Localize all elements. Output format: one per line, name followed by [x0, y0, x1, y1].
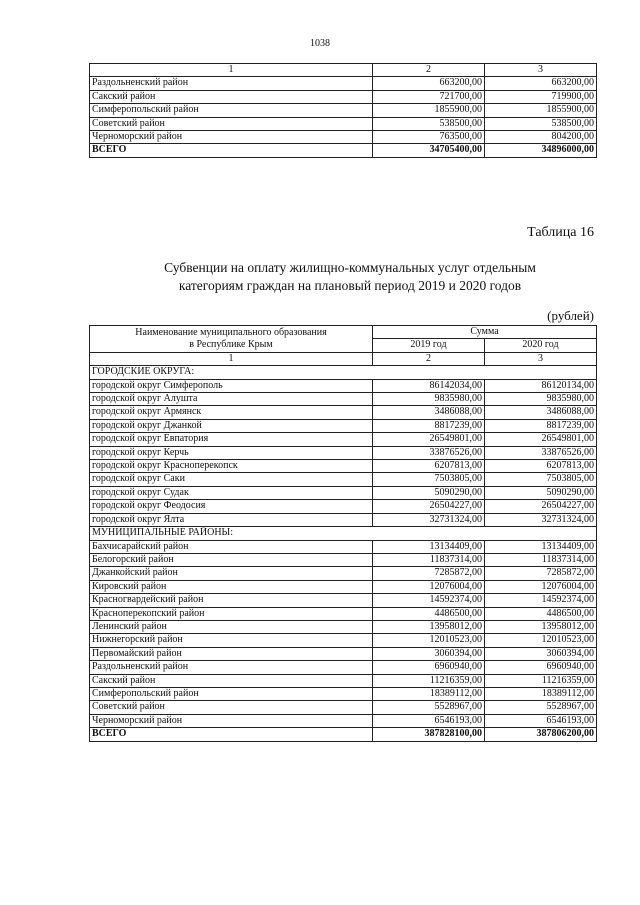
municipality-cell: городской округ Евпатория [90, 433, 373, 446]
amount-cell: 13134409,00 [485, 540, 597, 553]
column-number: 3 [485, 352, 597, 365]
column-number: 1 [90, 64, 373, 77]
municipality-cell: Белогорский район [90, 553, 373, 566]
municipality-cell: городской округ Саки [90, 473, 373, 486]
amount-cell: 14592374,00 [485, 594, 597, 607]
municipality-cell: городской округ Армянск [90, 406, 373, 419]
header-text: в Республике Крым [189, 338, 273, 350]
amount-cell: 7503805,00 [485, 473, 597, 486]
amount-cell: 33876526,00 [373, 446, 485, 459]
table-row [90, 580, 597, 593]
amount-cell: 804200,00 [485, 131, 597, 144]
amount-cell: 32731324,00 [485, 513, 597, 526]
municipality-cell: Сакский район [90, 90, 373, 103]
amount-cell: 34896000,00 [485, 144, 597, 157]
table-row [90, 674, 597, 687]
table-row [90, 620, 597, 633]
amount-cell: 32731324,00 [373, 513, 485, 526]
amount-cell: 719900,00 [485, 90, 597, 103]
amount-cell: 8817239,00 [373, 419, 485, 432]
section-row [90, 527, 597, 540]
municipality-cell: ВСЕГО [90, 728, 373, 741]
amount-cell: 6207813,00 [373, 460, 485, 473]
table-row [90, 379, 597, 392]
amount-cell: 663200,00 [485, 77, 597, 90]
total-row [90, 728, 597, 741]
amount-cell: 387806200,00 [485, 728, 597, 741]
amount-cell: 387828100,00 [373, 728, 485, 741]
amount-cell: 9835980,00 [485, 393, 597, 406]
amount-cell: 13134409,00 [373, 540, 485, 553]
municipality-cell: Бахчисарайский район [90, 540, 373, 553]
amount-cell: 4486500,00 [373, 607, 485, 620]
table-row [90, 647, 597, 660]
table-title [60, 259, 640, 295]
header-row [90, 326, 597, 339]
table-row [90, 131, 597, 144]
amount-cell: 6546193,00 [485, 714, 597, 727]
municipality-cell: городской округ Феодосия [90, 500, 373, 513]
amount-cell: 12010523,00 [373, 634, 485, 647]
table-row [90, 567, 597, 580]
amount-cell: 12076004,00 [485, 580, 597, 593]
amount-cell: 3060394,00 [373, 647, 485, 660]
table-row [90, 393, 597, 406]
municipality-cell: Раздольненский район [90, 77, 373, 90]
column-header-2019: 2019 год [373, 339, 485, 352]
amount-cell: 26504227,00 [373, 500, 485, 513]
table-16-body [90, 366, 597, 741]
column-number-row [90, 352, 597, 365]
table-row [90, 419, 597, 432]
amount-cell: 11216359,00 [485, 674, 597, 687]
municipality-cell: Черноморский район [90, 131, 373, 144]
amount-cell: 13958012,00 [485, 620, 597, 633]
municipality-cell: Советский район [90, 117, 373, 130]
amount-cell: 13958012,00 [373, 620, 485, 633]
amount-cell: 86120134,00 [485, 379, 597, 392]
municipality-cell: ВСЕГО [90, 144, 373, 157]
municipality-cell: городской округ Алушта [90, 393, 373, 406]
amount-cell: 721700,00 [373, 90, 485, 103]
amount-cell: 1855900,00 [485, 104, 597, 117]
table-row [90, 687, 597, 700]
amount-cell: 763500,00 [373, 131, 485, 144]
amount-cell: 6960940,00 [373, 661, 485, 674]
municipality-cell: Советский район [90, 701, 373, 714]
column-header-name [90, 326, 373, 353]
amount-cell: 33876526,00 [485, 446, 597, 459]
total-row [90, 144, 597, 157]
amount-cell: 5090290,00 [485, 486, 597, 499]
amount-cell: 6546193,00 [373, 714, 485, 727]
column-number-row [90, 64, 597, 77]
amount-cell: 26549801,00 [485, 433, 597, 446]
table-row [90, 714, 597, 727]
previous-table-body [90, 64, 597, 158]
table-row [90, 433, 597, 446]
table-row [90, 486, 597, 499]
column-number: 3 [485, 64, 597, 77]
column-number: 2 [373, 352, 485, 365]
table-row [90, 104, 597, 117]
table-row [90, 446, 597, 459]
previous-table [89, 63, 597, 158]
municipality-cell: Нижнегорский район [90, 634, 373, 647]
column-number: 1 [90, 352, 373, 365]
amount-cell: 663200,00 [373, 77, 485, 90]
municipality-cell: городской округ Керчь [90, 446, 373, 459]
amount-cell: 11837314,00 [373, 553, 485, 566]
column-header-sum: Сумма [373, 326, 597, 339]
table-row [90, 473, 597, 486]
amount-cell: 18389112,00 [485, 687, 597, 700]
table-row [90, 406, 597, 419]
municipality-cell: городской округ Красноперекопск [90, 460, 373, 473]
amount-cell: 6207813,00 [485, 460, 597, 473]
amount-cell: 86142034,00 [373, 379, 485, 392]
amount-cell: 538500,00 [373, 117, 485, 130]
amount-cell: 3486088,00 [485, 406, 597, 419]
amount-cell: 12076004,00 [373, 580, 485, 593]
column-number: 2 [373, 64, 485, 77]
amount-cell: 7285872,00 [373, 567, 485, 580]
table-row [90, 594, 597, 607]
amount-cell: 9835980,00 [373, 393, 485, 406]
table-row [90, 661, 597, 674]
amount-cell: 1855900,00 [373, 104, 485, 117]
table-row [90, 77, 597, 90]
amount-cell: 538500,00 [485, 117, 597, 130]
municipality-cell: Симферопольский район [90, 687, 373, 700]
table-row [90, 634, 597, 647]
amount-cell: 7503805,00 [373, 473, 485, 486]
amount-cell: 18389112,00 [373, 687, 485, 700]
amount-cell: 5528967,00 [373, 701, 485, 714]
table-row [90, 513, 597, 526]
table-title-line: Субвенции на оплату жилищно-коммунальных услуг отдельным [164, 260, 536, 275]
table-row [90, 607, 597, 620]
amount-cell: 11216359,00 [373, 674, 485, 687]
municipality-cell: Красноперекопский район [90, 607, 373, 620]
municipality-cell: Первомайский район [90, 647, 373, 660]
table-row [90, 553, 597, 566]
municipality-cell: городской округ Симферополь [90, 379, 373, 392]
table-row [90, 500, 597, 513]
table-title-line: категориям граждан на плановый период 2019 и 2020 годов [178, 278, 522, 293]
municipality-cell: Джанкойский район [90, 567, 373, 580]
amount-cell: 14592374,00 [373, 594, 485, 607]
amount-cell: 26504227,00 [485, 500, 597, 513]
municipality-cell: Красногвардейский район [90, 594, 373, 607]
table-row [90, 460, 597, 473]
municipality-cell: Ленинский район [90, 620, 373, 633]
column-header-2020: 2020 год [485, 339, 597, 352]
amount-cell: 7285872,00 [485, 567, 597, 580]
municipality-cell: Симферопольский район [90, 104, 373, 117]
amount-cell: 12010523,00 [485, 634, 597, 647]
amount-cell: 3486088,00 [373, 406, 485, 419]
municipality-cell: Черноморский район [90, 714, 373, 727]
municipality-cell: Сакский район [90, 674, 373, 687]
page-number: 1038 [310, 38, 330, 49]
amount-cell: 11837314,00 [485, 553, 597, 566]
amount-cell: 8817239,00 [485, 419, 597, 432]
amount-cell: 3060394,00 [485, 647, 597, 660]
header-text: Наименование муниципального образования [135, 326, 327, 338]
table-16 [89, 325, 597, 742]
municipality-cell: Кировский район [90, 580, 373, 593]
section-row [90, 366, 597, 379]
municipality-cell: городской округ Джанкой [90, 419, 373, 432]
amount-cell: 5528967,00 [485, 701, 597, 714]
table-row [90, 540, 597, 553]
table-label: Таблица 16 [527, 225, 594, 240]
section-heading: МУНИЦИПАЛЬНЫЕ РАЙОНЫ: [90, 527, 597, 540]
amount-cell: 5090290,00 [373, 486, 485, 499]
amount-cell: 6960940,00 [485, 661, 597, 674]
table-row [90, 90, 597, 103]
amount-cell: 34705400,00 [373, 144, 485, 157]
municipality-cell: городской округ Ялта [90, 513, 373, 526]
table-row [90, 117, 597, 130]
municipality-cell: Раздольненский район [90, 661, 373, 674]
amount-cell: 26549801,00 [373, 433, 485, 446]
table-row [90, 701, 597, 714]
unit-label: (рублей) [547, 308, 594, 323]
municipality-cell: городской округ Судак [90, 486, 373, 499]
amount-cell: 4486500,00 [485, 607, 597, 620]
section-heading: ГОРОДСКИЕ ОКРУГА: [90, 366, 597, 379]
